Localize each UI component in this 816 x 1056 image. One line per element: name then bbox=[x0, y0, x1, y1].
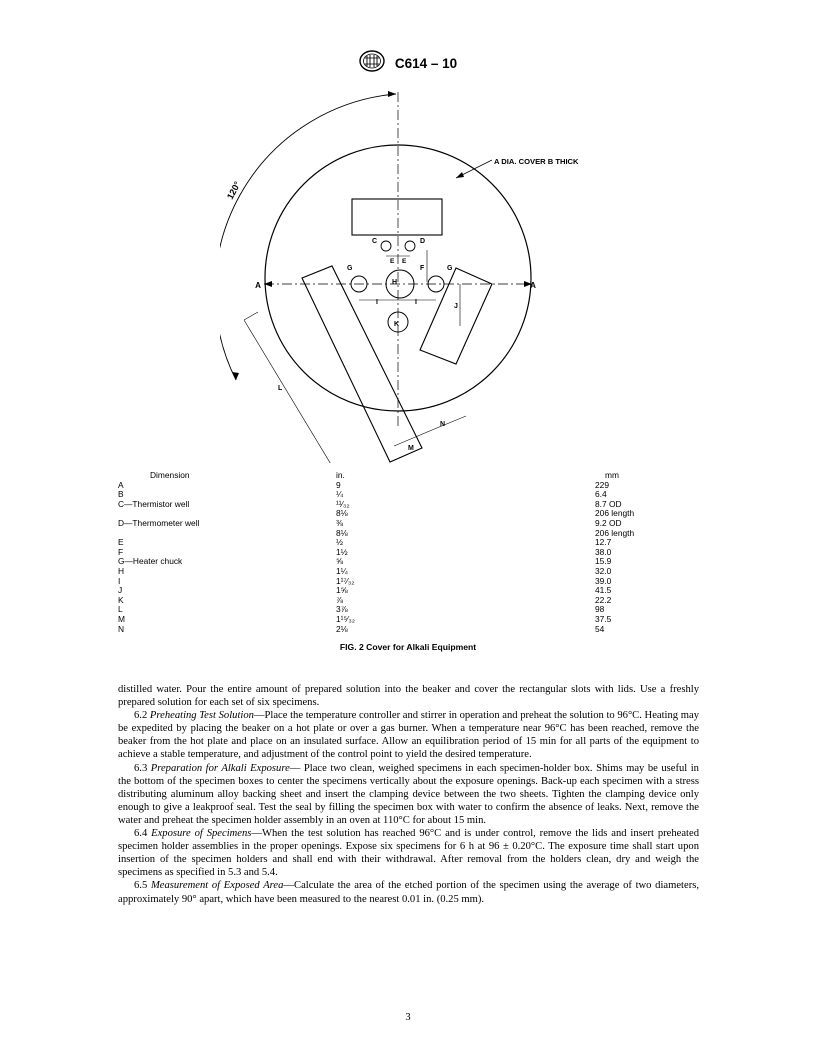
right-slot bbox=[420, 268, 492, 364]
section-title: Exposure of Specimens bbox=[151, 828, 252, 840]
astm-logo-icon bbox=[359, 50, 385, 77]
table-row: D—Thermometer well ⅜ 9.2 OD bbox=[118, 517, 622, 528]
table-row: J 1⅝ 41.5 bbox=[118, 585, 612, 596]
angle-label: 120° bbox=[224, 179, 243, 201]
svg-text:E: E bbox=[390, 258, 395, 265]
angle-arc-120 bbox=[220, 94, 396, 380]
table-row: B ¼ 6.4 bbox=[118, 489, 607, 500]
table-row: E ½ 12.7 bbox=[118, 537, 612, 548]
svg-text:L: L bbox=[278, 385, 283, 392]
svg-text:G: G bbox=[347, 265, 353, 272]
table-row: M 1¹⁵⁄₃₂ 37.5 bbox=[118, 613, 612, 624]
section-number: 6.5 bbox=[134, 880, 148, 892]
section-number: 6.3 bbox=[134, 762, 148, 774]
svg-text:K: K bbox=[394, 321, 400, 328]
dimension-table bbox=[118, 471, 698, 634]
table-row: A 9 229 bbox=[118, 479, 609, 490]
figure-cover-drawing bbox=[220, 88, 600, 463]
svg-text:F: F bbox=[420, 265, 425, 272]
left-slot bbox=[302, 266, 422, 462]
svg-text:M: M bbox=[408, 445, 414, 452]
table-row: 8⅛ 206 length bbox=[336, 527, 635, 538]
figure-caption: FIG. 2 Cover for Alkali Equipment bbox=[339, 642, 477, 652]
standard-designation: C614 – 10 bbox=[394, 56, 458, 71]
table-row: C—Thermistor well ¹¹⁄₃₂ 8.7 OD bbox=[118, 498, 622, 509]
section-number: 6.4 bbox=[134, 828, 148, 840]
section-number: 6.2 bbox=[134, 710, 148, 722]
table-row: F 1½ 38.0 bbox=[118, 546, 612, 557]
svg-text:N: N bbox=[440, 421, 446, 428]
svg-text:J: J bbox=[454, 303, 458, 310]
cover-drawing bbox=[220, 88, 600, 463]
svg-text:I: I bbox=[376, 299, 378, 306]
cover-callout: A DIA. COVER B THICK bbox=[494, 157, 579, 166]
table-row: H 1¼ 32.0 bbox=[118, 565, 612, 576]
table-row: K ⅞ 22.2 bbox=[118, 594, 612, 605]
column-header-mm: mm bbox=[605, 470, 619, 480]
svg-text:G: G bbox=[447, 265, 453, 272]
table-row: N 2⅛ 54 bbox=[118, 623, 605, 634]
section-title: Preheating Test Solution bbox=[149, 710, 254, 722]
column-header-dimension: Dimension bbox=[150, 470, 190, 480]
paragraph-6-4: 6.4 Exposure of Specimens—When the test solution has reached 96°C and is under control, remove the lids and insert preheated specimen holder assemblies in the proper openings. Expose six specimens for 6 h at 96 ± 0.20°C. The exposure time shall start upon insertion of the specimen holders and shall end with their withdrawal. After removal from the holders clean, dry and weigh the specimens as specified in 5.3 and 5.4. bbox=[118, 828, 699, 879]
table-row: I 1¹⁷⁄₃₂ 39.0 bbox=[118, 575, 612, 586]
table-header-row bbox=[118, 471, 698, 481]
table-row: L 3⅞ 98 bbox=[118, 604, 605, 615]
top-slot bbox=[352, 199, 442, 235]
page-number: 3 bbox=[405, 1012, 411, 1023]
paragraph-6-3: 6.3 Preparation for Alkali Exposure— Place two clean, weighed specimens in each specimen-holder box. Shims may be useful in the bottom of the specimen boxes to center the specimens vertically about the exposure openings. Back-up each specimen with a stress distributing aluminum alloy backing sheet and insert the clamping device between the two sheets. Tighten the clamping device only enough to give a leakproof seal. Test the seal by filling the specimen box with water to confirm the absence of leaks. Next, remove the water and preheat the specimen holder assembly in an oven at 110°C for about 15 min. bbox=[118, 762, 699, 826]
svg-text:E: E bbox=[402, 258, 407, 265]
svg-text:I: I bbox=[415, 299, 417, 306]
table-row: 8⅛ 206 length bbox=[336, 508, 635, 519]
label-a-right: A bbox=[530, 281, 536, 290]
svg-text:D: D bbox=[420, 238, 426, 245]
section-title: Measurement of Exposed Area bbox=[150, 880, 284, 892]
svg-text:H: H bbox=[392, 279, 398, 286]
paragraph-6-2: 6.2 Preheating Test Solution—Place the temperature controller and stirrer in operation and preheat the solution to 96°C. Heating may be expedited by placing the beaker on a hot plate or over a gas burner. When a temperature near 96°C has been reached, remove the beaker from the hot plate and place on an insulated surface. Allow an equilibration period of 15 min for all parts of the equipment to achieve a stable temperature, and adjustment of the control point to yield the desired temperature. bbox=[118, 710, 699, 761]
label-a-left: A bbox=[255, 281, 261, 290]
page-header bbox=[0, 50, 816, 77]
paragraph-6-5: 6.5 Measurement of Exposed Area—Calculate the area of the etched portion of the specimen using the average of two diameters, approximately 90° apart, which have been measured to the nearest 0.01 in. (0.25 mm). bbox=[118, 880, 699, 905]
body-text bbox=[118, 683, 699, 906]
column-header-in: in. bbox=[336, 470, 345, 480]
table-row: G—Heater chuck ⅝ 15.9 bbox=[118, 556, 612, 567]
section-title: Preparation for Alkali Exposure bbox=[150, 762, 290, 774]
svg-text:C: C bbox=[372, 238, 378, 245]
paragraph-continuation: distilled water. Pour the entire amount of prepared solution into the beaker and cover the rectangular slots with lids. Use a freshly prepared solution for each set of six specimens. bbox=[118, 684, 699, 709]
